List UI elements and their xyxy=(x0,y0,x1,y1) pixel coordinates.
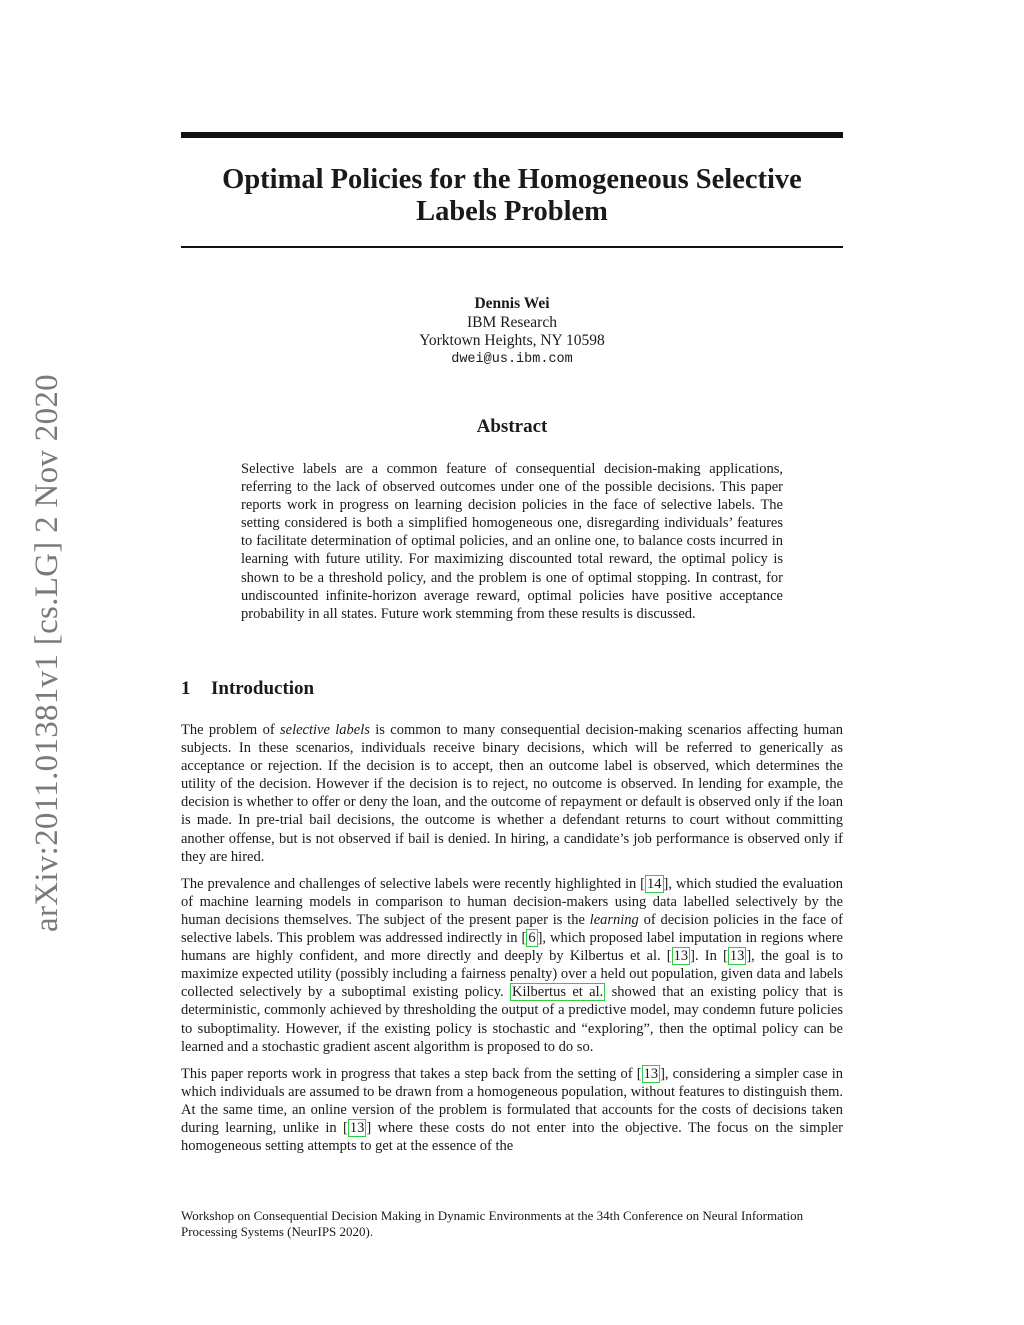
title-top-rule xyxy=(181,132,843,138)
paragraph-2 xyxy=(181,875,843,1056)
body-text xyxy=(181,721,843,1164)
section-heading xyxy=(181,678,314,700)
author-address: Yorktown Heights, NY 10598 xyxy=(419,332,605,349)
author-email: dwei@us.ibm.com xyxy=(451,351,573,367)
author-name: Dennis Wei xyxy=(474,295,550,312)
citation-link[interactable]: Kilbertus et al. xyxy=(512,984,604,1001)
text-run: The prevalence and challenges of selective labels were recently highlighted in [ xyxy=(181,875,646,892)
paper-title xyxy=(181,164,843,228)
text-run: ], which studied the evaluation of machine learning models in comparison to human decision-makers using data labelled selectively by the human decisions themselves. The subject of the present paper is the xyxy=(181,875,843,928)
citation-link[interactable]: 13 xyxy=(643,1065,659,1082)
citation-link[interactable]: 13 xyxy=(349,1119,365,1136)
text-run: The problem of xyxy=(181,722,280,738)
paragraph-1 xyxy=(181,721,843,866)
abstract-text: Selective labels are a common feature of consequential decision-making applications, referring to the lack of observed outcomes under one of the possible decisions. This paper reports work in progress on learning decision policies in the face of selective labels. The setting considered is both a simplified homogeneous one, disregarding individuals’ features to facilitate determination of optimal policies, and an online one, to balance costs incurred in learning with future utility. For maximizing discounted total reward, the optimal policy is shown to be a threshold policy, and the problem is one of optimal stopping. In contrast, for undiscounted infinite-horizon average reward, optimal policies have positive acceptance probability in all states. Future work stemming from these results is discussed. xyxy=(241,461,783,622)
text-run: ] where these costs do not enter into the objective. The focus on the simpler homogeneous setting attempts to get at the essence of the xyxy=(181,1119,843,1155)
citation-link[interactable]: 13 xyxy=(729,948,745,965)
paragraph-3 xyxy=(181,1065,843,1155)
citation-link[interactable]: 13 xyxy=(673,948,689,965)
author-block xyxy=(181,295,843,369)
author-affiliation: IBM Research xyxy=(467,313,557,331)
arxiv-identifier: arXiv:2011.01381v1 [cs.LG] 2 Nov 2020 xyxy=(29,374,65,932)
text-run: ], considering a simpler case in which individuals are assumed to be drawn from a homogeneous population, without features to distinguish them. At the same time, an online version of the problem is formulated that accounts for the costs of decisions taken during learning, unlike in [ xyxy=(181,1065,844,1136)
text-run: ], which proposed label imputation in regions where humans are highly confident, and more directly and deeply by Kilbertus et al. [ xyxy=(181,930,843,965)
text-run: of decision policies in the face of selective labels. This problem was addressed indirectly in [ xyxy=(181,911,843,947)
abstract-heading: Abstract xyxy=(476,416,548,437)
citation-link[interactable]: 6 xyxy=(528,930,536,947)
text-run: ]. In [ xyxy=(690,948,728,965)
text-run: ], the goal is to maximize expected utility (possibly including a fairness penalty) over a held out population, given data and labels collected selectively by a suboptimal existing policy. xyxy=(181,948,843,1001)
venue-footnote: Workshop on Consequential Decision Making in Dynamic Environments at the 34th Conference on Neural Information Processing Systems (NeurIPS 2020). xyxy=(181,1208,804,1239)
text-run: This paper reports work in progress that takes a step back from the setting of [ xyxy=(181,1065,642,1082)
section-title: Introduction xyxy=(211,678,315,699)
emphasis: learning xyxy=(589,911,639,928)
emphasis: selective labels xyxy=(280,722,370,738)
title-bottom-rule xyxy=(181,246,843,248)
title-line-1: Optimal Policies for the Homogeneous Selective xyxy=(222,164,802,195)
citation-link[interactable]: 14 xyxy=(647,875,662,892)
text-run: is common to many consequential decision-making scenarios affecting human subjects. In these scenarios, individuals receive binary decisions, which will be referred to generically as acceptance or rejection. If the decision is to accept, then an outcome label is observed, which determines the utility of the decision. However if the decision is to reject, no outcome is observed. In lending for example, the decision is whether to offer or deny the loan, and the outcome of repayment or default is observed only if the loan is made. In pre-trial bail decisions, the outcome is whether a defendant returns to court without committing another offense, but is not observed if bail is denied. In hiring, a candidate’s job performance is observed only if they are hired. xyxy=(181,722,844,865)
title-line-2: Labels Problem xyxy=(416,196,608,227)
section-number: 1 xyxy=(181,678,191,699)
text-run: showed that an existing policy that is deterministic, commonly achieved by thresholding the output of a predictive model, may condemn future policies to suboptimality. However, if the existing policy is stochastic and “exploring”, then the optimal policy can be learned and a stochastic gradient ascent algorithm is proposed to do so. xyxy=(181,984,843,1055)
